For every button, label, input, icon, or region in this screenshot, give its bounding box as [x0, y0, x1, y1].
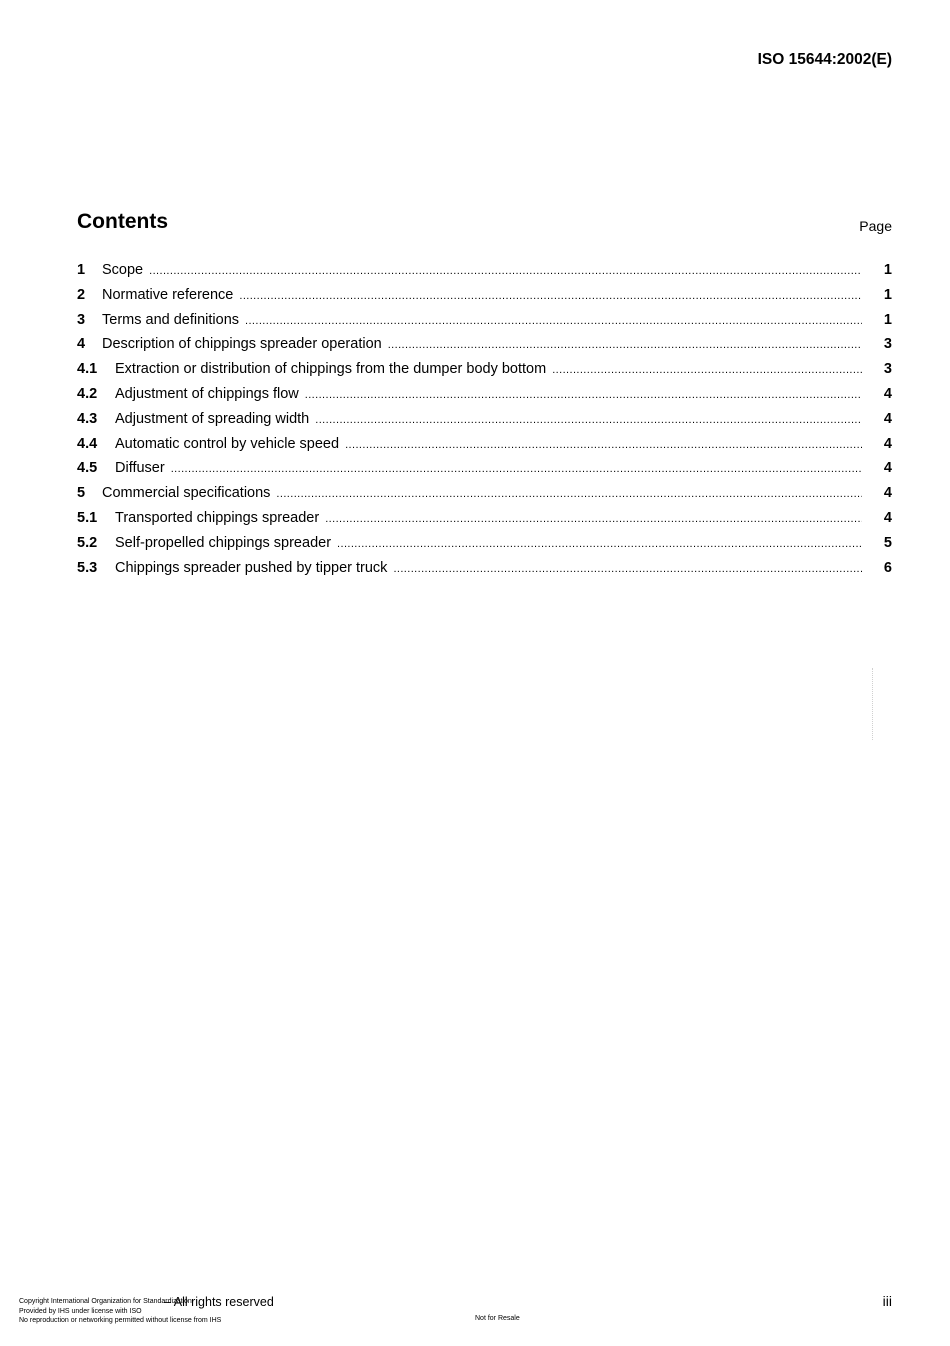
toc-leader-dots — [171, 463, 862, 475]
toc-entry[interactable] — [77, 336, 892, 361]
toc-entry-title: Scope — [102, 262, 144, 278]
toc-leader-dots — [337, 538, 862, 550]
table-of-contents — [77, 262, 892, 584]
toc-entry-number: 5 — [77, 485, 86, 502]
toc-entry-title: Self-propelled chippings spreader — [115, 534, 332, 551]
margin-dotted-mark — [872, 668, 876, 740]
toc-entry-title: Diffuser — [115, 460, 165, 477]
toc-entry-number: 4.3 — [77, 410, 98, 427]
toc-leader-dots — [305, 389, 862, 401]
toc-entry-number: 5.3 — [77, 559, 98, 576]
toc-entry[interactable] — [77, 287, 892, 312]
copyright-notice — [19, 1297, 221, 1326]
toc-entry[interactable] — [77, 312, 892, 337]
not-for-resale-text: Not for Resale — [475, 1315, 520, 1322]
toc-entry-page: 6 — [883, 559, 892, 576]
page-column-label: Page — [859, 218, 892, 234]
toc-entry-title: Automatic control by vehicle speed — [115, 435, 340, 452]
toc-entry-page: 4 — [883, 410, 892, 427]
toc-entry-title: Transported chippings spreader — [115, 509, 320, 526]
toc-entry-number: 4.4 — [77, 435, 98, 452]
contents-title: Contents — [77, 210, 168, 233]
toc-leader-dots — [276, 488, 862, 500]
toc-entry-number: 4.5 — [77, 460, 98, 477]
toc-entry[interactable] — [77, 560, 892, 585]
toc-leader-dots — [245, 315, 862, 327]
toc-entry-page: 4 — [883, 509, 892, 526]
toc-leader-dots — [149, 265, 862, 277]
toc-entry-title: Extraction or distribution of chippings from the dumper body bottom — [115, 361, 547, 378]
toc-entry-number: 2 — [77, 286, 86, 303]
toc-entry-page: 3 — [883, 361, 892, 378]
toc-entry-number: 4 — [77, 336, 86, 353]
toc-entry-title: Terms and definitions — [102, 311, 240, 328]
toc-leader-dots — [315, 414, 862, 426]
toc-entry-page: 4 — [883, 485, 892, 502]
toc-entry-number: 5.2 — [77, 534, 98, 551]
toc-entry-page: 4 — [883, 460, 892, 477]
toc-entry[interactable] — [77, 411, 892, 436]
toc-leader-dots — [552, 364, 862, 376]
toc-entry[interactable] — [77, 510, 892, 535]
toc-entry-title: Adjustment of chippings flow — [115, 385, 299, 402]
toc-entry[interactable] — [77, 361, 892, 386]
toc-entry[interactable] — [77, 485, 892, 510]
toc-leader-dots — [393, 563, 862, 575]
reproduction-line: No reproduction or networking permitted without license from IHS — [19, 1317, 222, 1324]
toc-entry-title: Normative reference — [102, 286, 234, 303]
toc-entry-number: 5.1 — [77, 509, 98, 526]
toc-entry-page: 4 — [883, 385, 892, 402]
toc-entry-page: 3 — [883, 336, 892, 353]
toc-leader-dots — [239, 290, 862, 302]
toc-leader-dots — [345, 439, 862, 451]
toc-entry-title: Adjustment of spreading width — [115, 410, 310, 427]
document-id: ISO 15644:2002(E) — [757, 51, 892, 68]
toc-entry-page: 1 — [883, 286, 892, 303]
toc-entry-number: 4.1 — [77, 361, 98, 378]
toc-entry-page: 4 — [883, 435, 892, 452]
toc-entry-number: 3 — [77, 311, 86, 328]
toc-entry-page: 1 — [883, 311, 892, 328]
toc-entry-title: Commercial specifications — [102, 485, 271, 502]
license-line: Provided by IHS under license with ISO — [19, 1307, 142, 1315]
toc-entry-page: 5 — [883, 534, 892, 551]
toc-leader-dots — [388, 339, 862, 351]
toc-entry[interactable] — [77, 386, 892, 411]
toc-entry-number: 1 — [77, 262, 86, 278]
rights-reserved-text: – All rights reserved — [164, 1295, 274, 1309]
copyright-line: Copyright International Organization for Standardization — [19, 1298, 192, 1305]
page-number: iii — [882, 1293, 892, 1309]
toc-entry-title: Description of chippings spreader operation — [102, 336, 382, 353]
toc-entry[interactable] — [77, 436, 892, 461]
toc-entry[interactable] — [77, 460, 892, 485]
toc-entry-number: 4.2 — [77, 385, 98, 402]
toc-entry[interactable] — [77, 535, 892, 560]
toc-entry-title: Chippings spreader pushed by tipper truck — [115, 559, 388, 576]
toc-leader-dots — [325, 513, 862, 525]
toc-entry[interactable] — [77, 262, 892, 287]
toc-entry-page: 1 — [883, 262, 892, 278]
